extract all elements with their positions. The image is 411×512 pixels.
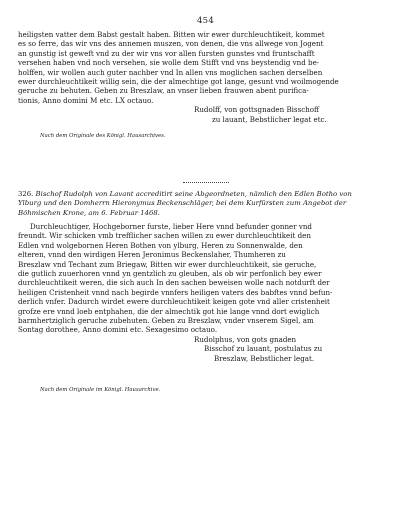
heading-line: Böhmischen Krone, am 6. Februar 1468. <box>18 208 160 217</box>
text-line: die gutlich zuuerhoren vnnd yn gentzlich zu gleuben, als ob wir perfonlich bey ewer <box>18 269 322 279</box>
text-line: barmhertziglich geruche zubehuten. Geben zu Breszlaw, vnder vnserem Sigel, am <box>18 316 314 326</box>
heading-line <box>18 190 392 199</box>
signature-line: zu lauant, Bebstlicher legat etc. <box>212 114 327 124</box>
text-line: Durchleuchtiger, Hochgeborner furste, lieber Here vnnd befunder gonner vnd <box>30 222 312 231</box>
text-line: Sontag dorothee, Anno domini etc. Sexagesimo octauo. <box>18 325 218 335</box>
text-line: an gunstig ist geweft vnd zu der wir vns vor allen fursten gunstes vnd fruntschafft <box>18 48 315 58</box>
document-number: 326. <box>18 190 34 198</box>
text-line: elteren, vnnd den wirdigen Heren Jeronimus Beckenslaher, Thumheren zu <box>18 250 286 260</box>
heading-line: Ylburg und den Domherrn Hieronymus Beckenschläger, bei dem Kurfürsten zum Angebot der <box>18 199 347 208</box>
text-line: ewer durchleuchtikeit willig sein, die der almechtige got lange, gesunt vnd woilmogende <box>18 77 339 87</box>
signature-line: Breszlaw, Bebstlicher legat. <box>214 353 315 363</box>
text-line: versehen haben vnd noch versehen, sie wolle dem Stifft vnd vns beystendig vnd be- <box>18 58 320 68</box>
text-line: freundt. Wir schicken vmb trefflicher sachen willen zu ewer durchleuchtikeit den <box>18 231 311 241</box>
page-number: 454 <box>196 16 215 26</box>
signature-line: Bisschof zu lauant, postulatus zu <box>204 344 323 354</box>
source-note <box>40 132 411 141</box>
text-line: holffen, wir wollen auch guter nachber vnd In allen vns moglichen sachen derselben <box>18 67 323 77</box>
signature-line: Rudolff, von gottsgnaden Bisschoff <box>194 105 320 115</box>
text-line: heiligsten vatter dem Babst gestalt haben. Bitten wir ewer durchleuchtikeit, kommet <box>18 30 325 39</box>
text-line: grofze ere vnnd loeb entphahen, die der almechtik got hie lange vnnd dort ewiglich <box>18 306 320 316</box>
text-line: heiligen Cristenheit vnnd nach begirde vnnfers heiligen vaters des babftes vnnd befun- <box>18 287 333 297</box>
text-line: Breszlaw vnd Techant zum Briegaw, Bitten wir ewer durchleuchtikeit, sie geruche, <box>18 259 317 269</box>
text-line: es so ferre, das wir vns des annemen muszen, von denen, die vns allwege von Jogent <box>18 39 324 49</box>
separator-rule <box>183 182 229 183</box>
letter-continuation <box>18 30 392 124</box>
heading-text: Bischof Rudolph von Lavant accreditirt seine Abgeordneten, nämlich den Edlen Botho von <box>35 190 352 198</box>
text-line: derlich vnfer. Dadurch wirdet ewere durchleuchtikeit keigen gote vnd aller cristenheit <box>18 297 330 307</box>
text-line: Edlen vnd wolgebornen Heren Bothen von ylburg, Heren zu Sonnenwalde, den <box>18 240 303 250</box>
source-note <box>40 386 411 395</box>
text-line: geruche zu behuten. Geben zu Breszlaw, an vnser lieben frauwen abent purifica- <box>18 86 309 96</box>
document-heading <box>18 190 392 218</box>
text-line: durchleuchtikeit weren, die sich auch In den sachen beweisen wolle nach notdurft der <box>18 278 330 288</box>
signature-line: Rudolphus, von gots gnaden <box>194 334 297 344</box>
text-line: tionis, Anno domini M etc. LX octauo. <box>18 95 154 105</box>
source-note-text: Nach dem Originale im Königl. Hausarchive. <box>40 387 161 393</box>
source-note-text: Nach dem Originale des Königl. Hausarchives. <box>40 133 166 139</box>
letter-body <box>18 222 392 363</box>
